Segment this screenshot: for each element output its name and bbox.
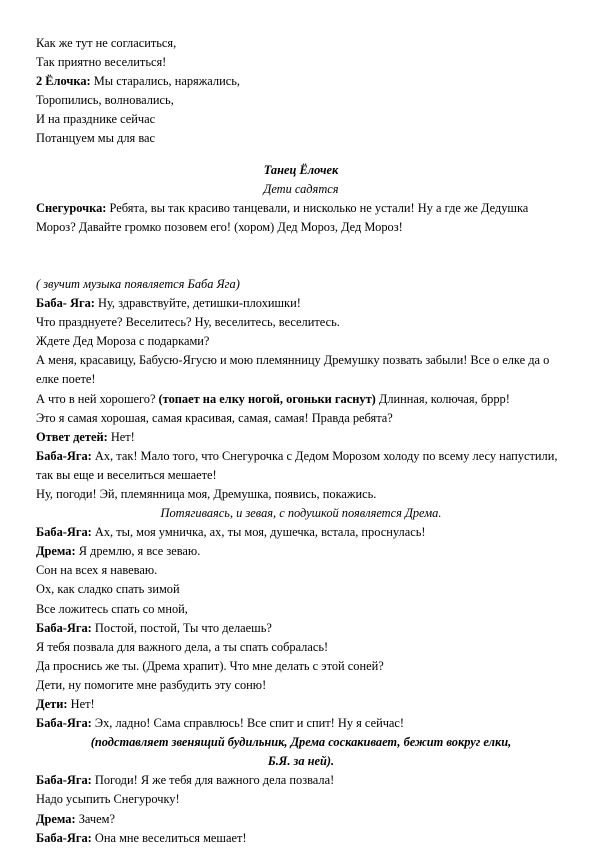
text-line: Я тебя позвала для важного дела, а ты спать собралась! [36, 639, 329, 654]
dialogue-line [36, 542, 566, 561]
speaker-name: Баба-Яга: [36, 448, 92, 463]
dialogue-line [36, 810, 566, 829]
speaker-name: Баба-Яга: [36, 620, 92, 635]
text-line: Дети, ну помогите мне разбудить эту соню! [36, 677, 267, 692]
speech-text: Постой, постой, Ты что делаешь? [91, 620, 272, 635]
speaker-name: Ответ детей: [36, 429, 108, 444]
stage-direction: (топает на елку ногой, огоньки гаснут) [158, 391, 376, 406]
text-line: Да проснись же ты. (Дрема храпит). Что мне делать с этой соней? [36, 658, 384, 673]
dialogue-line [36, 523, 566, 542]
speaker-name: Дрема: [36, 544, 76, 559]
speaker-name: Баба- Яга: [36, 296, 95, 311]
text-line: Что празднуете? Веселитесь? Ну, веселитесь, веселитесь. [36, 315, 340, 330]
speaker-name: Баба-Яга: [36, 830, 92, 845]
text-line: Сон на всех я навеваю. [36, 563, 158, 578]
text-line: Ну, погоди! Эй, племянница моя, Дремушка, появись, покажись. [36, 486, 377, 501]
dialogue-line [36, 72, 566, 91]
speech-text: Длинная, колючая, бррр! [375, 391, 510, 406]
dialogue-line [36, 294, 566, 313]
document-page [36, 34, 566, 848]
speech-text: Мы старались, наряжались, [90, 74, 240, 89]
speech-text: Ах, так! Мало того, что Снегурочка с Дедом Морозом холоду по всему лесу напустили, так вы еще и веселиться мешаете! [36, 448, 558, 482]
text-line: И на празднике сейчас [36, 112, 156, 127]
stage-direction: Дети садятся [263, 181, 339, 196]
text-line: Как же тут не согласиться, [36, 36, 177, 50]
speaker-name: 2 Ёлочка: [36, 74, 91, 89]
text-line: Это я самая хорошая, самая красивая, самая, самая! Правда ребята? [36, 410, 393, 425]
dialogue-line [36, 428, 566, 447]
speech-text: Ах, ты, моя умничка, ах, ты моя, душечка, встала, проснулась! [91, 525, 426, 540]
text-line: Ох, как сладко спать зимой [36, 582, 180, 597]
stage-direction: Б.Я. за ней). [267, 754, 335, 769]
speech-text: Я дремлю, я все зеваю. [75, 544, 201, 559]
speech-text: А что в ней хорошего? [36, 391, 159, 406]
speech-text: Нет! [67, 697, 95, 711]
speech-text: Ребята, вы так красиво танцевали, и нисколько не устали! Ну а где же Дедушка Мороз? Давайте громко позовем его! (хором) Дед Мороз, Дед Мороз! [36, 200, 529, 234]
speaker-name: Дрема: [36, 811, 76, 826]
text-line: Надо усыпить Снегурочку! [36, 792, 180, 807]
text-line: Торопились, волновались, [36, 93, 174, 108]
dialogue-line [36, 199, 566, 237]
dialogue-line [36, 695, 566, 714]
text-line: Потанцуем мы для вас [36, 131, 156, 146]
text-line: Так приятно веселиться! [36, 55, 167, 70]
text-line: А меня, красавицу, Бабусю-Ягусю и мою племянницу Дремушку позвать забыли! Все о елке да о елке поете! [36, 353, 550, 387]
dialogue-line [36, 447, 566, 485]
stage-direction: Потягиваясь, и зевая, с подушкой появляется Дрема. [160, 506, 442, 521]
stage-direction: ( звучит музыка появляется Баба Яга) [36, 276, 240, 291]
speaker-name: Баба-Яга: [36, 716, 92, 731]
dialogue-line [36, 714, 566, 733]
section-title: Танец Ёлочек [263, 162, 339, 177]
text-line: Ждете Дед Мороза с подарками? [36, 334, 210, 349]
speaker-name: Баба-Яга: [36, 525, 92, 540]
speech-text: Ну, здравствуйте, детишки-плохишки! [94, 296, 301, 311]
dialogue-line [36, 771, 566, 790]
dialogue-line [36, 829, 566, 848]
speech-text: Нет! [107, 429, 135, 444]
dialogue-line [36, 619, 566, 638]
speech-text: Она мне веселиться мешает! [91, 830, 247, 845]
speaker-name: Дети: [36, 697, 68, 711]
text-line: Все ложитесь спать со мной, [36, 601, 188, 616]
speech-text: Зачем? [75, 811, 115, 826]
text-line [36, 390, 566, 409]
speech-text: Погоди! Я же тебя для важного дела позвала! [91, 773, 335, 788]
speech-text: Эх, ладно! Сама справлюсь! Все спит и спит! Ну я сейчас! [91, 716, 405, 731]
stage-direction: (подставляет звенящий будильник, Дрема соскакивает, бежит вокруг елки, [90, 735, 512, 750]
speaker-name: Баба-Яга: [36, 773, 92, 788]
speaker-name: Снегурочка: [36, 200, 107, 215]
